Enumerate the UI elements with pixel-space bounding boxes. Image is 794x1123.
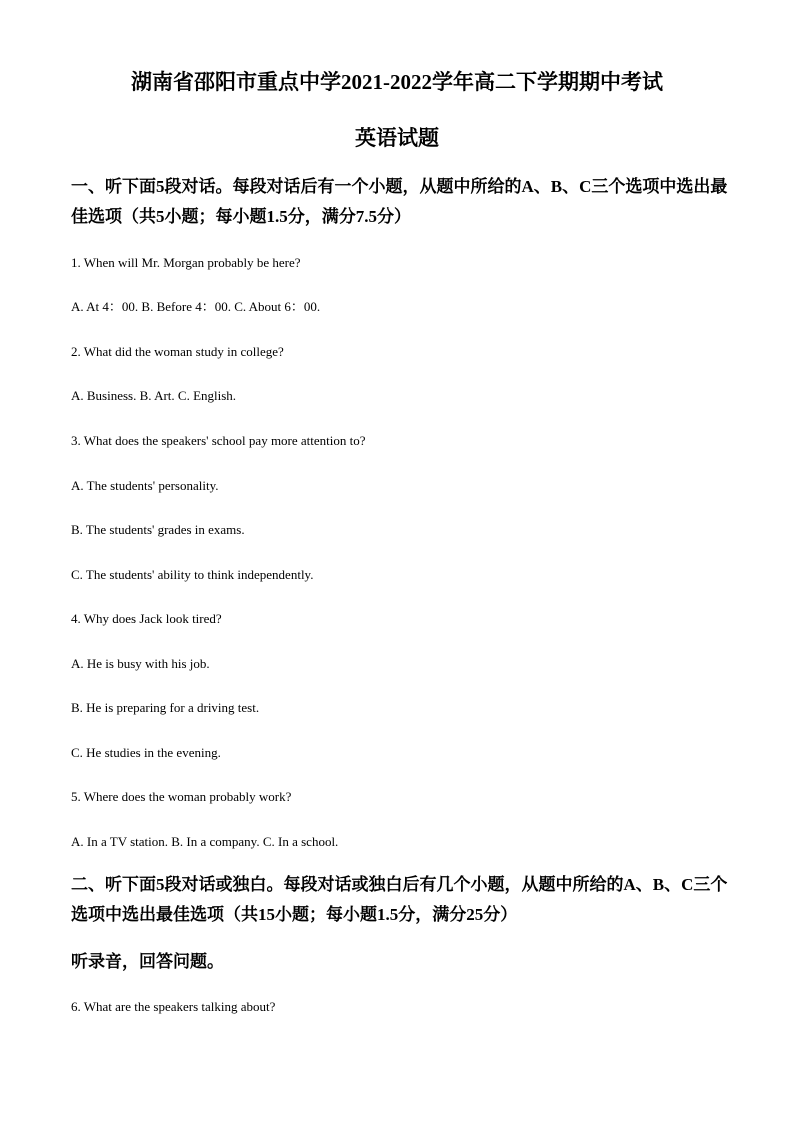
question-4-option-a: A. He is busy with his job. [71, 656, 210, 671]
exam-subtitle: 英语试题 [355, 126, 439, 150]
part1-heading: 一、听下面5段对话。每段对话后有一个小题，从题中所给的A、B、C三个选项中选出最佳选项（共5小题；每小题1.5分，满分7.5分） [71, 177, 728, 226]
question-2: 2. What did the woman study in college? [71, 344, 284, 359]
question-3-option-c: C. The students' ability to think independently. [71, 567, 314, 582]
question-3-option-b: B. The students' grades in exams. [71, 522, 245, 537]
question-1-options: A. At 4：00. B. Before 4：00. C. About 6：00. [71, 299, 321, 314]
part2-instruction: 听录音，回答问题。 [71, 952, 224, 971]
question-1: 1. When will Mr. Morgan probably be here? [71, 255, 301, 270]
question-4: 4. Why does Jack look tired? [71, 611, 222, 626]
question-5-options: A. In a TV station. B. In a company. C. In a school. [71, 834, 339, 849]
question-4-option-c: C. He studies in the evening. [71, 745, 221, 760]
question-3-option-a: A. The students' personality. [71, 478, 219, 493]
question-6: 6. What are the speakers talking about? [71, 999, 276, 1014]
question-2-options: A. Business. B. Art. C. English. [71, 388, 237, 403]
question-4-option-b: B. He is preparing for a driving test. [71, 700, 260, 715]
part2-heading: 二、听下面5段对话或独白。每段对话或独白后有几个小题，从题中所给的A、B、C三个选项中选出最佳选项（共15小题；每小题1.5分，满分25分） [71, 875, 728, 924]
question-3: 3. What does the speakers' school pay more attention to? [71, 433, 366, 448]
exam-title: 湖南省邵阳市重点中学2021-2022学年高二下学期期中考试 [131, 70, 663, 94]
question-5: 5. Where does the woman probably work? [71, 789, 292, 804]
